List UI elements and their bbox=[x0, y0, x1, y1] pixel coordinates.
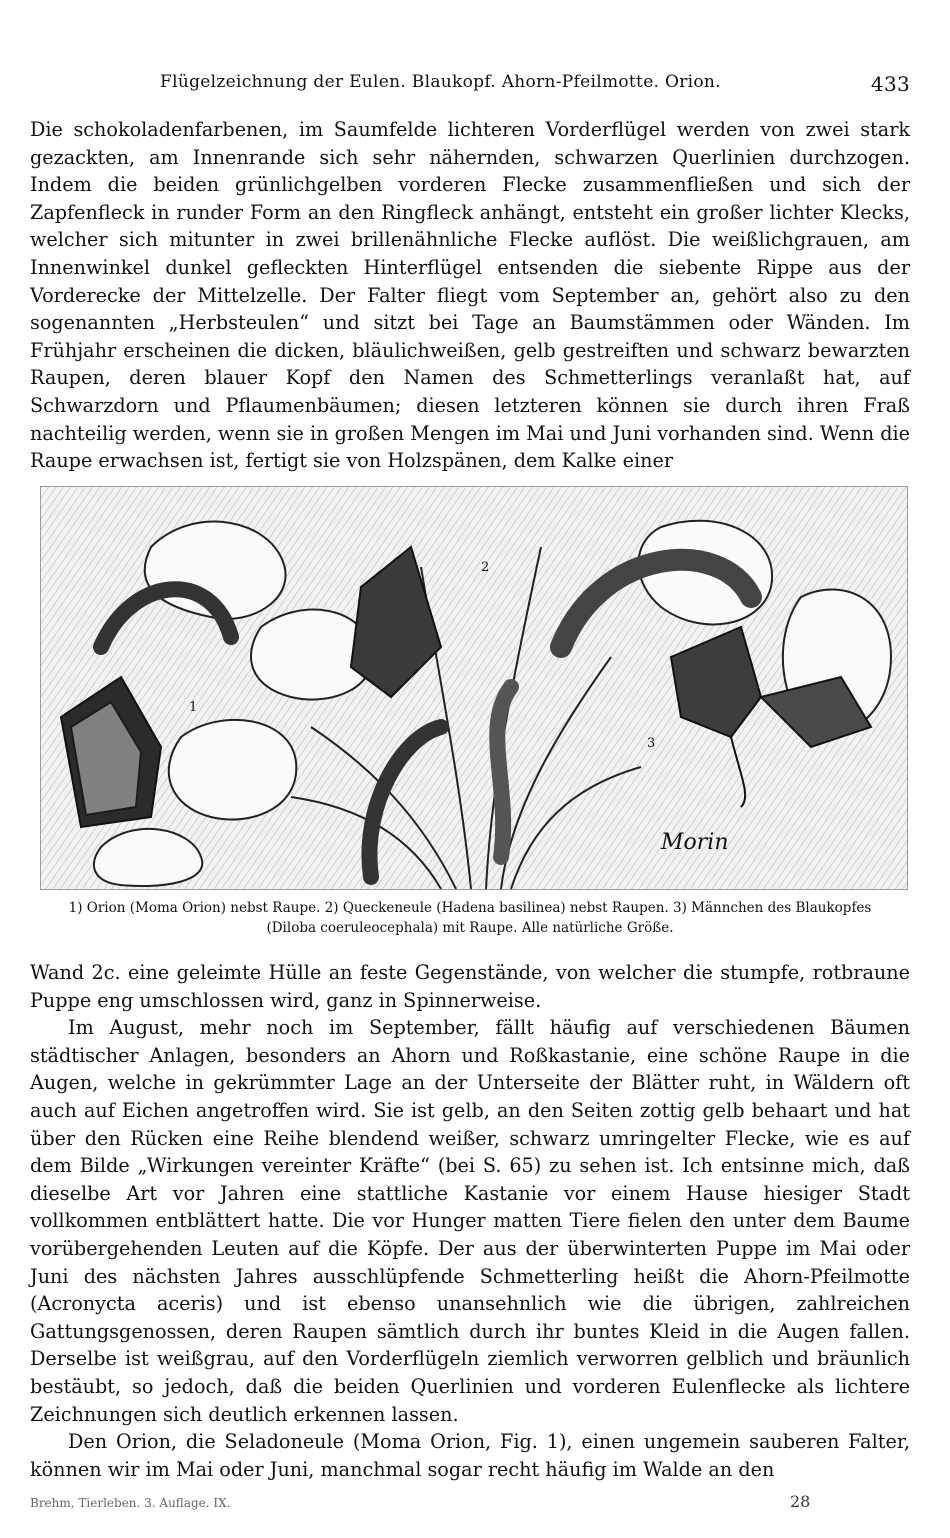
body-text-top bbox=[30, 116, 910, 475]
body-text-bottom bbox=[30, 959, 910, 1483]
illustration bbox=[40, 486, 908, 890]
sheet-number: 28 bbox=[790, 1492, 811, 1511]
figure-caption bbox=[30, 898, 910, 938]
caption-line: 1) Orion (Moma Orion) nebst Raupe. 2) Queckeneule (Hadena basilinea) nebst Raupen. 3) Männchen des Blaukopfes bbox=[68, 900, 872, 916]
page-footer bbox=[30, 1492, 910, 1516]
paragraph: Die schokoladenfarbenen, im Saumfelde lichteren Vorderflügel werden von zwei stark gezackten, am Innenrande sich sehr nähernden, schwarzen Querlinien durchzogen. Indem die beiden grünlichgelben vorderen Flecke zusammenfließen und sich der Zapfenfleck in runder Form an den Ringfleck anhängt, entsteht ein großer lichter Klecks, welcher sich mitunter in zwei brillenähnliche Flecke auflöst. Die weißlichgrauen, am Innenwinkel dunkel gefleckten Hinterflügel entsenden die siebente Rippe aus der Vorderecke der Mittelzelle. Der Falter fliegt vom September an, gehört also zu den sogenannten „Herbsteulen“ und sitzt bei Tage an Baumstämmen oder Wänden. Im Frühjahr erscheinen die dicken, bläulichweißen, gelb gestreiften und schwarz bewarzten Raupen, deren blauer Kopf den Namen des Schmetterlings veranlaßt hat, auf Schwarzdorn und Pflaumenbäumen; diesen letzteren können sie durch ihren Fraß nachteilig werden, wenn sie in großen Mengen im Mai und Juni vorhanden sind. Wenn die Raupe erwachsen ist, fertigt sie von Holzspänen, dem Kalke einer bbox=[30, 118, 910, 473]
paragraph: Den Orion, die Seladoneule (Moma Orion, Fig. 1), einen ungemein sauberen Falter, können wir im Mai oder Juni, manchmal sogar recht häufig im Walde an den bbox=[30, 1430, 910, 1481]
figure-label-1: 1 bbox=[189, 700, 198, 715]
figure-label-3: 3 bbox=[647, 736, 656, 751]
footer-credit: Brehm, Tierleben. 3. Auflage. IX. bbox=[30, 1496, 231, 1510]
paragraph: Im August, mehr noch im September, fällt häufig auf verschiedenen Bäumen städtischer Anlagen, besonders an Ahorn und Roßkastanie, eine schöne Raupe in die Augen, welche in gekrümmter Lage an der Unterseite der Blätter ruht, in Wäldern oft auch auf Eichen angetroffen wird. Sie ist gelb, an den Seiten zottig gelb behaart und hat über den Rücken eine Reihe blendend weißer, schwarz umringelter Flecke, wie es auf dem Bilde „Wirkungen vereinter Kräfte“ (bei S. 65) zu sehen ist. Ich entsinne mich, daß dieselbe Art vor Jahren eine stattliche Kastanie vor einem Hause hiesiger Stadt vollkommen entblättert hatte. Die vor Hunger matten Tiere fielen den unter dem Baume vorübergehenden Leuten auf die Köpfe. Der aus der überwinterten Puppe im Mai oder Juni des nächsten Jahres ausschlüpfende Schmetterling heißt die Ahorn-Pfeilmotte (Acronycta aceris) und ist ebenso unansehnlich wie die übrigen, zahlreichen Gattungsgenossen, deren Raupen sämtlich durch ihr buntes Kleid in die Augen fallen. Derselbe ist weißgrau, auf den Vorderflügeln ziemlich verworren gelblich und bräunlich bestäubt, so jedoch, daß die beiden Querlinien und vorderen Eulenflecke als lichtere Zeichnungen sich deutlich erkennen lassen. bbox=[30, 1016, 910, 1426]
artist-signature: Morin bbox=[661, 830, 729, 855]
page-number: 433 bbox=[870, 72, 910, 96]
running-title: Flügelzeichnung der Eulen. Blaukopf. Ahorn-Pfeilmotte. Orion. bbox=[160, 72, 721, 92]
figure-label-2: 2 bbox=[481, 560, 490, 575]
caption-line: (Diloba coeruleocephala) mit Raupe. Alle natürliche Größe. bbox=[266, 920, 674, 936]
paragraph: Wand 2c. eine geleimte Hülle an feste Gegenstände, von welcher die stumpfe, rotbraune Puppe eng umschlossen wird, ganz in Spinnerweise. bbox=[30, 961, 910, 1012]
page-header bbox=[30, 72, 910, 102]
illustration-drawing bbox=[41, 487, 907, 889]
